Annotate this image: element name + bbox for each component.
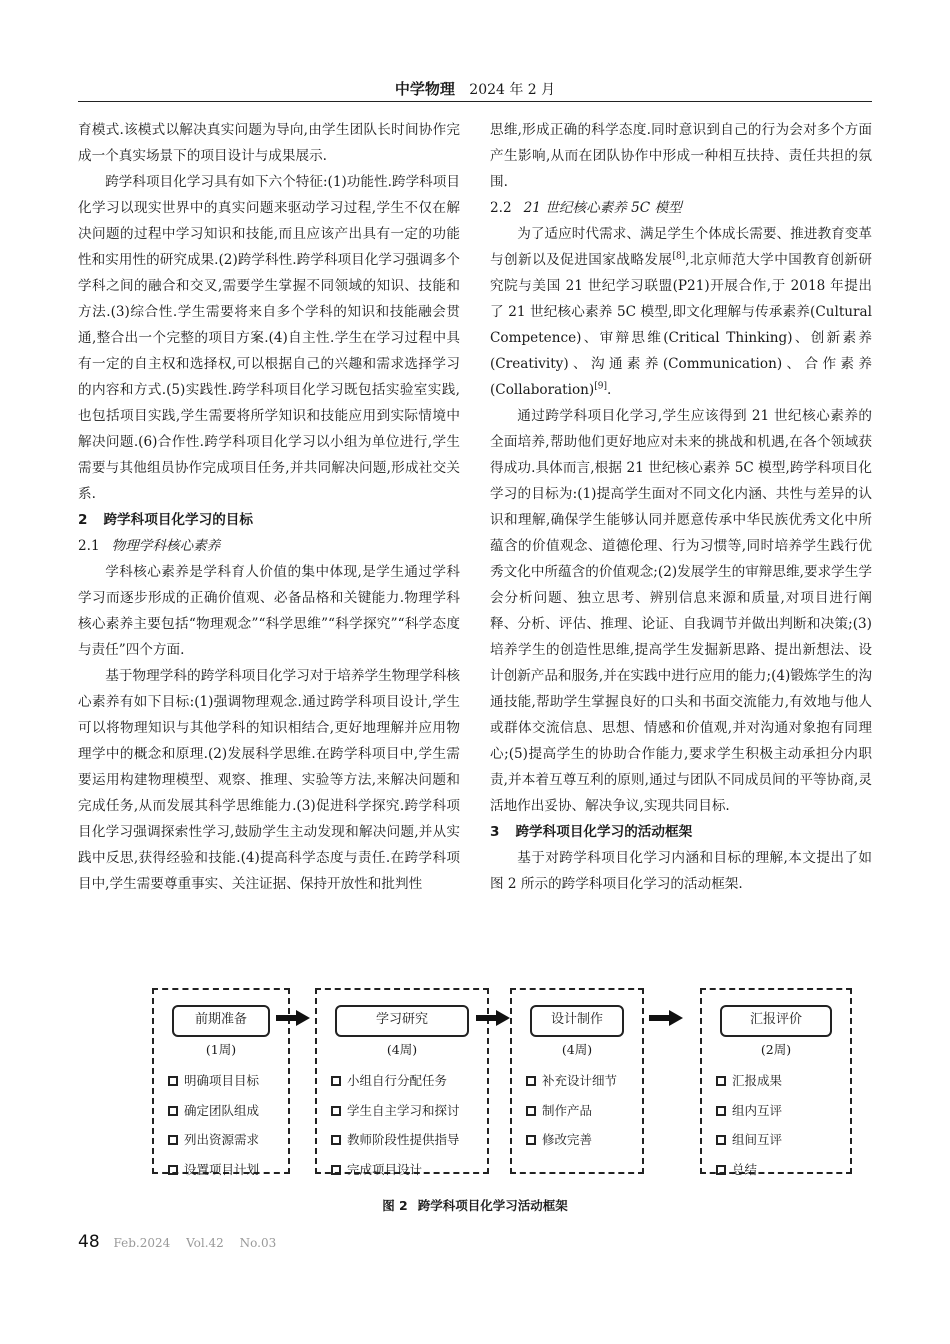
stage-task: 列出资源需求 — [168, 1125, 284, 1155]
stage-task-list — [526, 1066, 638, 1155]
paragraph: 跨学科项目化学习具有如下六个特征:(1)功能性.跨学科项目化学习以现实世界中的真实问题来驱动学习过程,学生不仅在解决问题的过程中学习知识和技能,而且应该产出具有一定的功能性和实用性的研究成果.(2)跨学科性.跨学科项目化学习强调多个学科之间的融合和交叉,需要学生掌握不同领域的知识、技能和方法.(3)综合性.学生需要将来自多个学科的知识和技能融会贯通,整合出一个完整的项目方案.(4)自主性.学生在学习过程中具有一定的自主权和选择权,可以根据自己的兴趣和需求选择学习的内容和方式.(5)实践性.跨学科项目化学习既包括实验室实践,也包括项目实践,学生需要将所学知识和技能应用到实际情境中解决问题.(6)合作性.跨学科项目化学习以小组为单位进行,学生需要与其他组员协作完成项目任务,并共同解决问题,形成社交关系. — [78, 174, 460, 502]
stage-study — [315, 988, 489, 1177]
subsection-heading — [78, 533, 460, 559]
footer-issue: No.03 — [239, 1236, 277, 1250]
stage-title: 前期准备 — [172, 1005, 270, 1037]
stage-task: 学生自主学习和探讨 — [331, 1096, 483, 1126]
paragraph-text: 为了适应时代需求、满足学生个体成长需要、推进教育变革与创新以及促进国家战略发展 — [490, 226, 872, 268]
checkbox-icon — [526, 1135, 536, 1145]
stage-task: 教师阶段性提供指导 — [331, 1125, 483, 1155]
figure-number: 图 2 — [382, 1198, 408, 1213]
paragraph — [490, 221, 872, 403]
checkbox-icon — [526, 1106, 536, 1116]
stage-design — [510, 988, 644, 1174]
right-column — [490, 117, 872, 897]
stage-task: 制作产品 — [526, 1096, 638, 1126]
checkbox-icon — [168, 1135, 178, 1145]
subsection-number: 2.1 — [78, 538, 100, 554]
stage-task: 汇报成果 — [716, 1066, 846, 1096]
page-footer — [78, 1232, 288, 1252]
section-title: 跨学科项目化学习的目标 — [103, 512, 253, 528]
stage-title: 设计制作 — [530, 1005, 624, 1037]
stage-task: 组内互评 — [716, 1096, 846, 1126]
page-number: 48 — [78, 1232, 100, 1252]
activity-framework-figure — [152, 988, 854, 1176]
stage-task: 总结 — [716, 1155, 846, 1185]
stage-task-list — [168, 1066, 284, 1184]
footer-date: Feb.2024 — [113, 1236, 171, 1250]
stage-preparation — [152, 988, 290, 1177]
stage-duration: (1周) — [205, 1042, 237, 1057]
checkbox-icon — [331, 1076, 341, 1086]
stage-task: 设置项目计划 — [168, 1155, 284, 1185]
checkbox-icon — [331, 1106, 341, 1116]
checkbox-icon — [716, 1135, 726, 1145]
stage-task: 组间互评 — [716, 1125, 846, 1155]
paragraph-text: ,北京师范大学中国教育创新研究院与美国 21 世纪学习联盟(P21)开展合作,于 2018 年提出了 21 世纪核心素养 5C 模型,即文化理解与传承素养(Cultural Competence)、审辩思维(Critical Thinking)、创新素养(Creativity)、沟通素养(Communication)、合作素养(Collaboration) — [490, 252, 872, 398]
paragraph: 思维,形成正确的科学态度.同时意识到自己的行为会对多个方面产生影响,从而在团队协作中形成一种相互扶持、责任共担的氛围. — [490, 122, 872, 190]
stage-task-list — [331, 1066, 483, 1184]
stage-title: 汇报评价 — [720, 1005, 832, 1037]
issue-date: 2024 年 2 月 — [469, 82, 556, 98]
section-number: 2 — [78, 512, 88, 528]
citation-8: [8] — [672, 251, 686, 262]
subsection-title: 21 世纪核心素养 5C 模型 — [523, 200, 682, 216]
stage-task: 明确项目目标 — [168, 1066, 284, 1096]
subsection-heading — [490, 195, 872, 221]
paragraph: 基于对跨学科项目化学习内涵和目标的理解,本文提出了如图 2 所示的跨学科项目化学习的活动框架. — [490, 850, 872, 892]
arrow-right-icon — [276, 1012, 310, 1024]
checkbox-icon — [716, 1106, 726, 1116]
page-header — [0, 78, 950, 99]
section-heading — [490, 819, 872, 845]
subsection-number: 2.2 — [490, 200, 512, 216]
checkbox-icon — [168, 1076, 178, 1086]
paragraph: 学科核心素养是学科育人价值的集中体现,是学生通过学科学习而逐步形成的正确价值观、必备品格和关键能力.物理学科核心素养主要包括“物理观念”“科学思维”“科学探究”“科学态度与责任”四个方面. — [78, 564, 460, 658]
checkbox-icon — [716, 1165, 726, 1175]
stage-task: 修改完善 — [526, 1125, 638, 1155]
arrow-right-icon — [649, 1012, 683, 1024]
stage-report — [700, 988, 852, 1177]
checkbox-icon — [716, 1076, 726, 1086]
checkbox-icon — [168, 1165, 178, 1175]
checkbox-icon — [331, 1135, 341, 1145]
checkbox-icon — [331, 1165, 341, 1175]
checkbox-icon — [526, 1076, 536, 1086]
checkbox-icon — [168, 1106, 178, 1116]
stage-duration: (2周) — [760, 1042, 792, 1057]
paragraph: 育模式.该模式以解决真实问题为导向,由学生团队长时间协作完成一个真实场景下的项目设计与成果展示. — [78, 122, 460, 164]
stage-title: 学习研究 — [335, 1005, 469, 1037]
stage-task: 完成项目设计 — [331, 1155, 483, 1185]
footer-volume: Vol.42 — [186, 1236, 224, 1250]
paragraph: 基于物理学科的跨学科项目化学习对于培养学生物理学科核心素养有如下目标:(1)强调物理观念.通过跨学科项目设计,学生可以将物理知识与其他学科的知识相结合,更好地理解并应用物理学中的概念和原理.(2)发展科学思维.在跨学科项目中,学生需要运用构建物理模型、观察、推理、实验等方法,来解决问题和完成任务,从而发展其科学思维能力.(3)促进科学探究.跨学科项目化学习强调探索性学习,鼓励学生主动发现和解决问题,并从实践中反思,获得经验和技能.(4)提高科学态度与责任.在跨学科项目中,学生需要尊重事实、关注证据、保持开放性和批判性 — [78, 668, 460, 892]
stage-duration: (4周) — [561, 1042, 593, 1057]
stage-task: 确定团队组成 — [168, 1096, 284, 1126]
stage-task: 小组自行分配任务 — [331, 1066, 483, 1096]
citation-9: [9] — [594, 381, 607, 392]
left-column — [78, 117, 460, 897]
figure-title: 跨学科项目化学习活动框架 — [417, 1198, 568, 1213]
section-heading — [78, 507, 460, 533]
figure-caption — [0, 1196, 950, 1214]
paragraph-text: . — [606, 382, 612, 398]
subsection-title: 物理学科核心素养 — [111, 538, 221, 554]
journal-name: 中学物理 — [394, 80, 455, 98]
stage-duration: (4周) — [386, 1042, 418, 1057]
stage-task: 补充设计细节 — [526, 1066, 638, 1096]
paragraph: 通过跨学科项目化学习,学生应该得到 21 世纪核心素养的全面培养,帮助他们更好地应对未来的挑战和机遇,在各个领域获得成功.具体而言,根据 21 世纪核心素养 5C 模型,跨学科项目化学习的目标为:(1)提高学生面对不同文化内涵、共性与差异的认识和理解,确保学生能够认同并愿意传承中华民族优秀文化中所蕴含的价值观念、道德伦理、行为习惯等,同时培养学生践行优秀文化中所蕴含的价值观念;(2)发展学生的审辩思维,要求学生学会分析问题、独立思考、辨别信息来源和质量,对项目进行阐释、分析、评估、推理、论证、自我调节并做出判断和决策;(3)培养学生的创造性思维,提高学生发掘新思路、提出新想法、设计创新产品和服务,并在实践中进行应用的能力;(4)锻炼学生的沟通技能,帮助学生掌握良好的口头和书面交流能力,有效地与他人或群体交流信息、思想、情感和价值观,并对沟通对象抱有同理心;(5)提高学生的协助合作能力,要求学生积极主动承担分内职责,并本着互尊互利的原则,通过与团队不同成员间的平等协商,灵活地作出妥协、解决争议,实现共同目标. — [490, 408, 872, 814]
section-title: 跨学科项目化学习的活动框架 — [515, 824, 693, 840]
stage-task-list — [716, 1066, 846, 1184]
section-number: 3 — [490, 824, 500, 840]
arrow-right-icon — [476, 1012, 510, 1024]
header-rule — [78, 101, 872, 102]
